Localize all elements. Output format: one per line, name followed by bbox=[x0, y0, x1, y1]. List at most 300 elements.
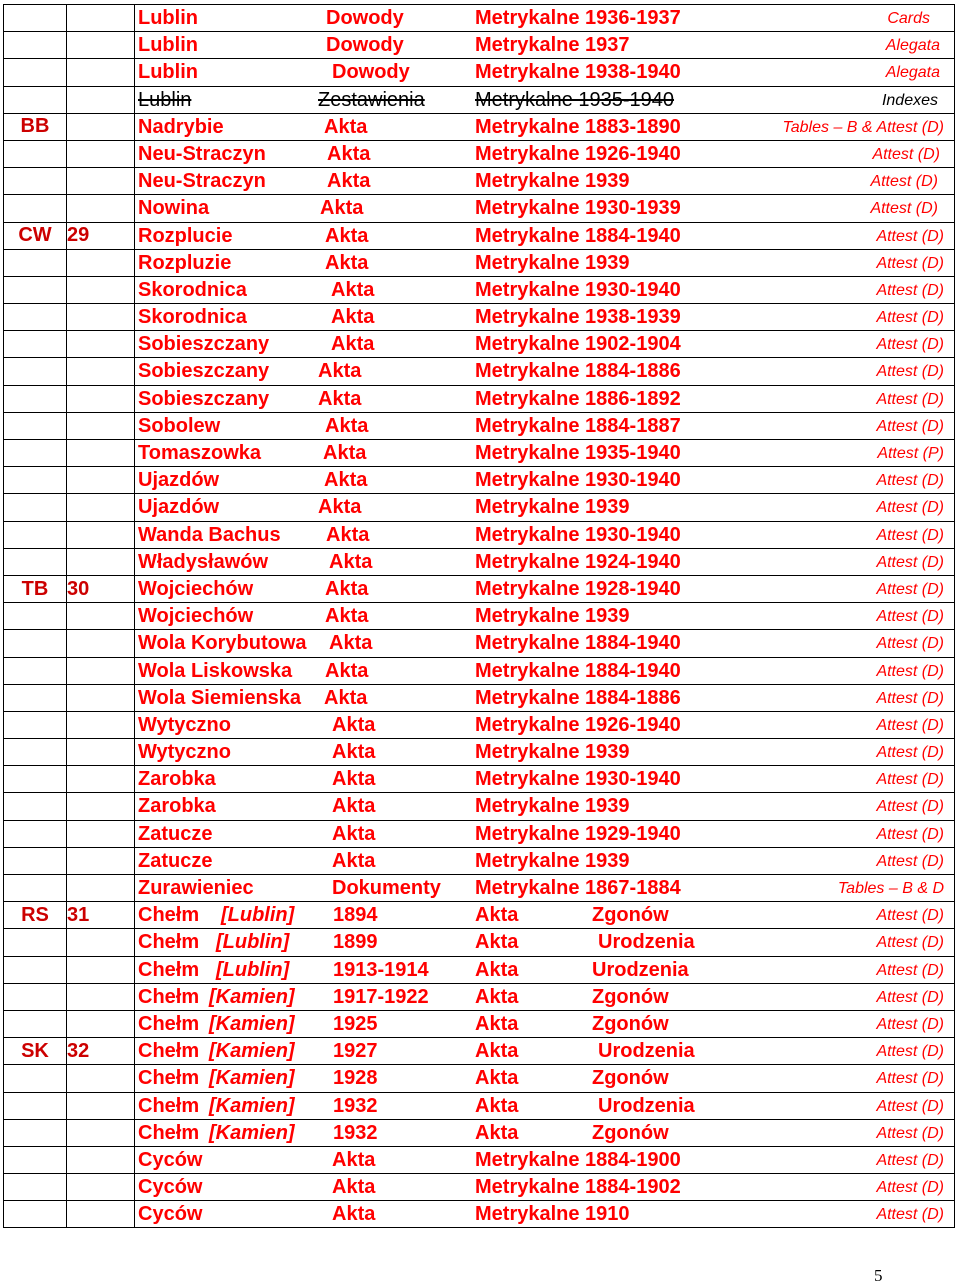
record-description: Metrykalne 1939 bbox=[475, 605, 630, 628]
row-entry bbox=[135, 630, 955, 657]
row-code: SK bbox=[4, 1038, 67, 1065]
table-row bbox=[4, 766, 955, 793]
row-entry bbox=[135, 1092, 955, 1119]
record-type: Akta bbox=[323, 442, 367, 464]
record-description: Metrykalne 1939 bbox=[475, 741, 630, 764]
table-row bbox=[4, 875, 955, 902]
record-type: Akta bbox=[324, 469, 368, 492]
record-type: Akta bbox=[332, 768, 376, 791]
row-code bbox=[4, 1146, 67, 1173]
table-row bbox=[4, 358, 955, 385]
row-number bbox=[67, 630, 135, 657]
row-number bbox=[67, 1146, 135, 1173]
record-description: Metrykalne 1938-1940 bbox=[475, 61, 681, 84]
row-entry bbox=[135, 113, 955, 140]
table-row bbox=[4, 847, 955, 874]
record-type: Akta bbox=[475, 1121, 519, 1144]
table-row bbox=[4, 222, 955, 249]
row-entry bbox=[135, 575, 955, 602]
place-name: Zarobka bbox=[138, 768, 216, 791]
row-entry bbox=[135, 739, 955, 766]
row-code: TB bbox=[4, 575, 67, 602]
table-row bbox=[4, 86, 955, 113]
row-number bbox=[67, 304, 135, 331]
place-name: Chełm bbox=[138, 958, 200, 981]
record-description: Metrykalne 1930-1939 bbox=[475, 197, 681, 220]
record-type: Akta bbox=[475, 1094, 519, 1117]
row-code bbox=[4, 1174, 67, 1201]
record-note: Attest (D) bbox=[876, 988, 944, 1006]
parish-subtitle: [Lublin] bbox=[216, 931, 290, 954]
table-row bbox=[4, 521, 955, 548]
record-note: Attest (D) bbox=[876, 472, 944, 490]
record-type: Akta bbox=[332, 822, 376, 845]
records-body bbox=[4, 5, 955, 1228]
row-code bbox=[4, 657, 67, 684]
table-row bbox=[4, 575, 955, 602]
place-name: Wanda Bachus bbox=[138, 523, 281, 546]
table-row bbox=[4, 1174, 955, 1201]
record-note: Attest (D) bbox=[876, 689, 944, 707]
record-note: Attest (D) bbox=[876, 852, 944, 870]
record-note: Attest (D) bbox=[876, 934, 944, 952]
table-row bbox=[4, 440, 955, 467]
row-number bbox=[67, 168, 135, 195]
record-note: Attest (D) bbox=[876, 1070, 944, 1088]
record-years: 1917-1922 bbox=[333, 985, 429, 1008]
record-type: Akta bbox=[332, 713, 376, 736]
place-name: Zurawieniec bbox=[138, 877, 254, 899]
record-description: Metrykalne 1937 bbox=[475, 34, 630, 57]
row-code bbox=[4, 467, 67, 494]
record-description: Metrykalne 1884-1900 bbox=[475, 1148, 681, 1171]
record-event: Urodzenia bbox=[598, 1040, 695, 1063]
row-code bbox=[4, 331, 67, 358]
record-note: Attest (D) bbox=[876, 309, 944, 327]
row-entry bbox=[135, 86, 955, 113]
row-code bbox=[4, 1065, 67, 1092]
record-type: Akta bbox=[324, 686, 368, 709]
row-code bbox=[4, 1201, 67, 1228]
record-note: Attest (D) bbox=[876, 608, 944, 626]
place-name: Lublin bbox=[138, 7, 198, 29]
record-note: Alegata bbox=[885, 64, 940, 82]
place-name: Neu-Straczyn bbox=[138, 142, 266, 165]
place-name: Chełm bbox=[138, 1040, 200, 1063]
record-description: Metrykalne 1939 bbox=[475, 849, 630, 872]
place-name: Sobieszczany bbox=[138, 360, 270, 383]
record-note: Attest (D) bbox=[876, 363, 944, 381]
table-row bbox=[4, 1038, 955, 1065]
table-row bbox=[4, 467, 955, 494]
record-note: Attest (D) bbox=[876, 907, 944, 925]
record-note: Attest (D) bbox=[876, 227, 944, 245]
record-type: Akta bbox=[475, 904, 519, 927]
record-note: Alegata bbox=[885, 37, 940, 55]
record-note: Attest (D) bbox=[876, 825, 944, 843]
table-row bbox=[4, 113, 955, 140]
place-name: Chełm bbox=[138, 985, 200, 1008]
table-row bbox=[4, 1119, 955, 1146]
row-entry bbox=[135, 983, 955, 1010]
row-number: 32 bbox=[67, 1038, 135, 1065]
row-code bbox=[4, 5, 67, 32]
row-entry bbox=[135, 331, 955, 358]
place-name: Chełm bbox=[138, 904, 200, 927]
row-code bbox=[4, 1092, 67, 1119]
record-description: Metrykalne 1884-1940 bbox=[475, 659, 681, 682]
place-name: Nowina bbox=[138, 197, 210, 220]
row-code bbox=[4, 249, 67, 276]
row-code bbox=[4, 32, 67, 59]
row-number bbox=[67, 86, 135, 113]
row-number bbox=[67, 249, 135, 276]
row-entry bbox=[135, 603, 955, 630]
place-name: Wytyczno bbox=[138, 713, 231, 736]
row-code bbox=[4, 766, 67, 793]
row-entry bbox=[135, 847, 955, 874]
record-description: Metrykalne 1926-1940 bbox=[475, 713, 681, 736]
row-number bbox=[67, 32, 135, 59]
record-note: Attest (D) bbox=[876, 254, 944, 272]
record-note: Cards bbox=[887, 10, 930, 27]
record-description: Metrykalne 1935-1940 bbox=[475, 442, 681, 464]
row-number bbox=[67, 657, 135, 684]
place-name: Sobolew bbox=[138, 414, 221, 437]
row-code bbox=[4, 304, 67, 331]
place-name: Zatucze bbox=[138, 849, 213, 872]
table-row bbox=[4, 820, 955, 847]
table-row bbox=[4, 304, 955, 331]
record-note: Attest (D) bbox=[876, 336, 944, 354]
table-row bbox=[4, 5, 955, 32]
record-description: Metrykalne 1930-1940 bbox=[475, 278, 681, 301]
record-type: Akta bbox=[332, 1148, 376, 1171]
row-code: CW bbox=[4, 222, 67, 249]
row-number bbox=[67, 929, 135, 956]
row-code bbox=[4, 276, 67, 303]
record-description: Metrykalne 1935-1940 bbox=[475, 88, 675, 111]
record-years: 1932 bbox=[333, 1121, 378, 1144]
record-type: Dowody bbox=[332, 61, 410, 84]
record-description: Metrykalne 1884-1886 bbox=[475, 686, 681, 709]
parish-subtitle: [Lublin] bbox=[216, 958, 290, 981]
record-type: Akta bbox=[329, 550, 373, 573]
record-description: Metrykalne 1926-1940 bbox=[475, 142, 681, 165]
row-code bbox=[4, 358, 67, 385]
row-entry bbox=[135, 385, 955, 412]
row-code bbox=[4, 412, 67, 439]
record-note: Attest (D) bbox=[876, 1043, 944, 1061]
row-code bbox=[4, 630, 67, 657]
row-number bbox=[67, 793, 135, 820]
record-event: Zgonów bbox=[592, 1121, 669, 1144]
table-row bbox=[4, 902, 955, 929]
record-note: Attest (D) bbox=[876, 417, 944, 435]
table-row bbox=[4, 657, 955, 684]
row-entry bbox=[135, 222, 955, 249]
record-type: Akta bbox=[475, 1012, 519, 1035]
place-name: Skorodnica bbox=[138, 278, 247, 301]
record-note: Attest (D) bbox=[876, 390, 944, 408]
place-name: Lublin bbox=[138, 34, 198, 57]
row-entry bbox=[135, 1038, 955, 1065]
row-entry bbox=[135, 304, 955, 331]
row-number bbox=[67, 548, 135, 575]
table-row bbox=[4, 168, 955, 195]
row-entry bbox=[135, 168, 955, 195]
record-years: 1913-1914 bbox=[333, 958, 429, 981]
row-number bbox=[67, 875, 135, 902]
row-number bbox=[67, 59, 135, 86]
row-entry bbox=[135, 494, 955, 521]
table-row bbox=[4, 1201, 955, 1228]
record-description: Metrykalne 1867-1884 bbox=[475, 877, 681, 899]
table-row bbox=[4, 983, 955, 1010]
record-type: Akta bbox=[318, 387, 362, 410]
record-description: Metrykalne 1902-1904 bbox=[475, 333, 681, 356]
row-code bbox=[4, 86, 67, 113]
row-code bbox=[4, 195, 67, 222]
row-number bbox=[67, 276, 135, 303]
record-note: Attest (D) bbox=[876, 1015, 944, 1033]
place-name: Tomaszowka bbox=[138, 442, 261, 464]
record-description: Metrykalne 1910 bbox=[475, 1203, 630, 1226]
record-type: Akta bbox=[475, 931, 519, 954]
record-type: Akta bbox=[325, 605, 369, 628]
place-name: Chełm bbox=[138, 1067, 200, 1090]
row-entry bbox=[135, 5, 955, 32]
record-type: Akta bbox=[331, 278, 375, 301]
row-number bbox=[67, 956, 135, 983]
parish-subtitle: [Kamien] bbox=[209, 985, 295, 1008]
table-row bbox=[4, 793, 955, 820]
record-type: Dokumenty bbox=[332, 877, 441, 899]
record-type: Akta bbox=[325, 224, 369, 247]
record-note: Attest (D) bbox=[876, 1179, 944, 1197]
place-name: Wola Korybutowa bbox=[138, 632, 307, 655]
record-type: Akta bbox=[318, 360, 362, 383]
row-number bbox=[67, 820, 135, 847]
record-description: Metrykalne 1930-1940 bbox=[475, 523, 681, 546]
row-entry bbox=[135, 195, 955, 222]
place-name: Chełm bbox=[138, 931, 200, 954]
row-number: 31 bbox=[67, 902, 135, 929]
row-number bbox=[67, 385, 135, 412]
record-note: Attest (P) bbox=[877, 445, 944, 462]
record-type: Akta bbox=[325, 414, 369, 437]
parish-subtitle: [Kamien] bbox=[209, 1012, 295, 1035]
row-entry bbox=[135, 467, 955, 494]
record-type: Akta bbox=[332, 1203, 376, 1226]
row-entry bbox=[135, 929, 955, 956]
record-type: Akta bbox=[475, 985, 519, 1008]
record-type: Akta bbox=[331, 306, 375, 329]
record-description: Metrykalne 1883-1890 bbox=[475, 115, 681, 138]
record-description: Metrykalne 1928-1940 bbox=[475, 577, 681, 600]
row-number bbox=[67, 766, 135, 793]
row-entry bbox=[135, 358, 955, 385]
row-code: BB bbox=[4, 113, 67, 140]
row-entry bbox=[135, 32, 955, 59]
record-note: Attest (D) bbox=[876, 526, 944, 544]
record-type: Akta bbox=[332, 1176, 376, 1199]
record-years: 1928 bbox=[333, 1067, 378, 1090]
row-code bbox=[4, 956, 67, 983]
table-row bbox=[4, 548, 955, 575]
place-name: Skorodnica bbox=[138, 306, 247, 329]
record-event: Zgonów bbox=[592, 1067, 669, 1090]
row-entry bbox=[135, 412, 955, 439]
record-years: 1927 bbox=[333, 1040, 378, 1063]
record-description: Metrykalne 1939 bbox=[475, 170, 630, 193]
record-type: Akta bbox=[332, 849, 376, 872]
record-type: Akta bbox=[475, 958, 519, 981]
row-entry bbox=[135, 657, 955, 684]
place-name: Nadrybie bbox=[138, 115, 224, 138]
row-code: RS bbox=[4, 902, 67, 929]
parish-subtitle: [Kamien] bbox=[209, 1040, 295, 1063]
place-name: Wola Liskowska bbox=[138, 659, 293, 682]
row-entry bbox=[135, 956, 955, 983]
row-entry bbox=[135, 1146, 955, 1173]
record-type: Akta bbox=[327, 142, 371, 165]
record-note: Attest (D) bbox=[876, 635, 944, 653]
record-note: Attest (D) bbox=[876, 580, 944, 598]
row-number bbox=[67, 5, 135, 32]
row-entry bbox=[135, 766, 955, 793]
row-number bbox=[67, 983, 135, 1010]
record-type: Akta bbox=[332, 741, 376, 764]
record-note: Attest (D) bbox=[876, 771, 944, 789]
table-row bbox=[4, 140, 955, 167]
row-code bbox=[4, 875, 67, 902]
row-number bbox=[67, 494, 135, 521]
record-note: Tables – B & Attest (D) bbox=[782, 118, 944, 136]
record-note: Attest (D) bbox=[876, 281, 944, 299]
row-number bbox=[67, 711, 135, 738]
row-entry bbox=[135, 140, 955, 167]
record-description: Metrykalne 1939 bbox=[475, 251, 630, 274]
record-note: Attest (D) bbox=[876, 961, 944, 979]
table-row bbox=[4, 1092, 955, 1119]
record-type: Akta bbox=[324, 115, 368, 138]
table-row bbox=[4, 249, 955, 276]
row-entry bbox=[135, 1201, 955, 1228]
place-name: Ujazdów bbox=[138, 496, 220, 519]
table-row bbox=[4, 956, 955, 983]
row-code bbox=[4, 440, 67, 467]
row-entry bbox=[135, 249, 955, 276]
record-note: Attest (D) bbox=[870, 200, 938, 218]
row-entry bbox=[135, 793, 955, 820]
place-name: Zarobka bbox=[138, 795, 216, 818]
table-row bbox=[4, 929, 955, 956]
place-name: Cyców bbox=[138, 1203, 203, 1226]
record-years: 1894 bbox=[333, 904, 378, 927]
table-row bbox=[4, 711, 955, 738]
row-number bbox=[67, 1119, 135, 1146]
row-entry bbox=[135, 820, 955, 847]
row-code bbox=[4, 739, 67, 766]
record-type: Akta bbox=[325, 577, 369, 600]
row-code bbox=[4, 820, 67, 847]
row-entry bbox=[135, 1119, 955, 1146]
record-note: Attest (D) bbox=[876, 1097, 944, 1115]
record-years: 1899 bbox=[333, 931, 378, 954]
record-event: Urodzenia bbox=[598, 1094, 695, 1117]
row-code bbox=[4, 548, 67, 575]
page-number: 5 bbox=[874, 1266, 883, 1285]
row-entry bbox=[135, 902, 955, 929]
table-row bbox=[4, 739, 955, 766]
record-description: Metrykalne 1884-1940 bbox=[475, 632, 681, 655]
record-type: Akta bbox=[326, 523, 370, 546]
table-row bbox=[4, 684, 955, 711]
row-number bbox=[67, 140, 135, 167]
row-number bbox=[67, 1092, 135, 1119]
record-event: Urodzenia bbox=[598, 931, 695, 954]
table-row bbox=[4, 276, 955, 303]
row-entry bbox=[135, 711, 955, 738]
row-entry bbox=[135, 1065, 955, 1092]
table-row bbox=[4, 32, 955, 59]
parish-subtitle: [Kamien] bbox=[209, 1094, 295, 1117]
row-code bbox=[4, 59, 67, 86]
record-description: Metrykalne 1884-1887 bbox=[475, 414, 681, 437]
record-event: Zgonów bbox=[592, 985, 669, 1008]
record-description: Metrykalne 1939 bbox=[475, 496, 630, 519]
record-note: Tables – B & D bbox=[837, 880, 944, 897]
row-number bbox=[67, 603, 135, 630]
record-note: Attest (D) bbox=[872, 145, 940, 163]
row-number bbox=[67, 739, 135, 766]
place-name: Sobieszczany bbox=[138, 333, 270, 356]
table-row bbox=[4, 59, 955, 86]
record-description: Metrykalne 1936-1937 bbox=[475, 7, 681, 29]
row-number bbox=[67, 1174, 135, 1201]
row-number bbox=[67, 1010, 135, 1037]
record-type: Akta bbox=[320, 197, 364, 220]
place-name: Chełm bbox=[138, 1012, 200, 1035]
row-code bbox=[4, 168, 67, 195]
row-number bbox=[67, 847, 135, 874]
row-code bbox=[4, 847, 67, 874]
table-row bbox=[4, 1146, 955, 1173]
record-note: Attest (D) bbox=[876, 499, 944, 517]
table-row bbox=[4, 331, 955, 358]
record-description: Metrykalne 1939 bbox=[475, 795, 630, 818]
row-number bbox=[67, 1201, 135, 1228]
place-name: Wojciechów bbox=[138, 605, 254, 628]
parish-subtitle: [Kamien] bbox=[209, 1121, 295, 1144]
record-years: 1925 bbox=[333, 1012, 378, 1035]
table-row bbox=[4, 1010, 955, 1037]
record-description: Metrykalne 1938-1939 bbox=[475, 306, 681, 329]
record-note: Attest (D) bbox=[876, 798, 944, 816]
record-description: Metrykalne 1930-1940 bbox=[475, 768, 681, 791]
row-number bbox=[67, 684, 135, 711]
place-name: Zatucze bbox=[138, 822, 213, 845]
table-row bbox=[4, 494, 955, 521]
place-name: Chełm bbox=[138, 1121, 200, 1144]
row-number bbox=[67, 467, 135, 494]
place-name: Wytyczno bbox=[138, 741, 231, 764]
row-number: 30 bbox=[67, 575, 135, 602]
row-number bbox=[67, 1065, 135, 1092]
record-type: Akta bbox=[329, 632, 373, 655]
place-name: Lublin bbox=[138, 88, 192, 111]
